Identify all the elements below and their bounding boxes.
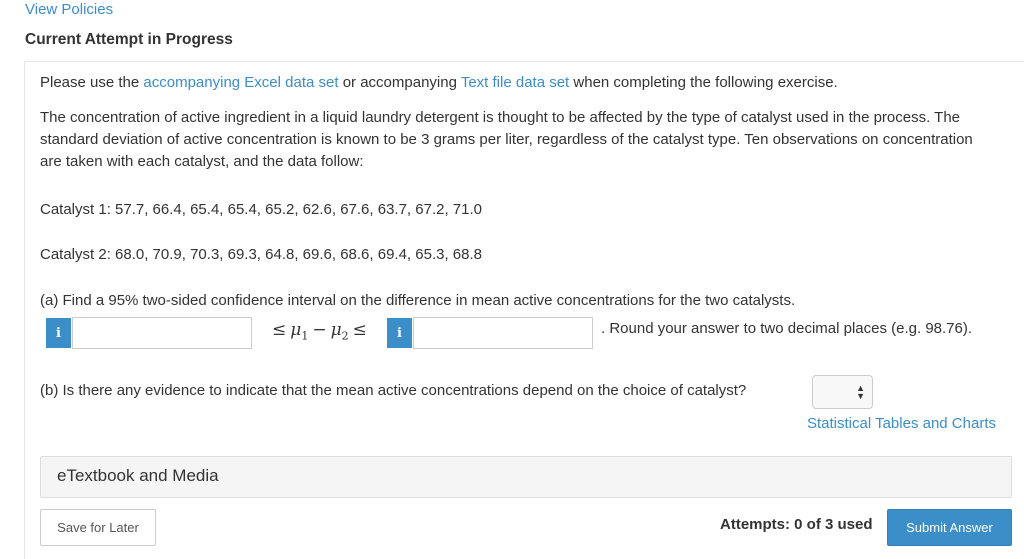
- save-for-later-button[interactable]: Save for Later: [40, 509, 156, 546]
- leq-symbol: ≤: [272, 320, 287, 340]
- round-note: . Round your answer to two decimal places (e.g. 98.76).: [601, 320, 973, 337]
- statistical-tables-link[interactable]: Statistical Tables and Charts: [807, 415, 996, 432]
- attempts-counter: Attempts: 0 of 3 used: [720, 516, 873, 533]
- sub-2: 2: [341, 329, 349, 343]
- text-file-link[interactable]: Text file data set: [460, 74, 570, 91]
- upper-bound-input[interactable]: [413, 317, 593, 349]
- attempt-heading: Current Attempt in Progress: [25, 31, 233, 48]
- minus-symbol: −: [312, 320, 327, 340]
- lower-bound-input[interactable]: [72, 317, 252, 349]
- part-a-question: (a) Find a 95% two-sided confidence interval on the difference in mean active concentrations for the two catalysts.: [40, 292, 796, 309]
- view-policies-link[interactable]: View Policies: [25, 1, 114, 18]
- catalyst-1-data: Catalyst 1: 57.7, 66.4, 65.4, 65.4, 65.2, 62.6, 67.6, 63.7, 67.2, 71.0: [40, 201, 482, 218]
- select-arrows-icon: ▲ ▼: [856, 383, 865, 401]
- sub-1: 1: [301, 329, 309, 343]
- etextbook-panel[interactable]: [40, 456, 1012, 498]
- mu-1: μ: [290, 320, 302, 340]
- excel-data-link[interactable]: accompanying Excel data set: [143, 74, 339, 91]
- intro-text: [40, 72, 838, 94]
- mu-2: μ: [330, 320, 342, 340]
- intro-suffix: when completing the following exercise.: [569, 74, 838, 91]
- leq-symbol-2: ≤: [352, 320, 367, 340]
- evidence-select[interactable]: [812, 375, 873, 409]
- upper-info-icon[interactable]: i: [387, 318, 412, 348]
- ci-expression: [268, 317, 371, 349]
- etextbook-label: eTextbook and Media: [57, 466, 219, 485]
- problem-statement: The concentration of active ingredient in a liquid laundry detergent is thought to be affected by the type of catalyst used in the process. The standard deviation of active concentration is known to be 3 grams per liter, regardless of the catalyst type. Ten observations on concentration are taken with each catalyst, and the data follow:: [40, 109, 973, 170]
- catalyst-2-data: Catalyst 2: 68.0, 70.9, 70.3, 69.3, 64.8, 69.6, 68.6, 69.4, 65.3, 68.8: [40, 246, 482, 263]
- submit-answer-button[interactable]: Submit Answer: [887, 509, 1012, 546]
- intro-or: or accompanying: [338, 74, 461, 91]
- part-b-question: (b) Is there any evidence to indicate that the mean active concentrations depend on the choice of catalyst?: [40, 382, 747, 399]
- intro-prefix: Please use the: [40, 74, 144, 91]
- lower-info-icon[interactable]: i: [46, 318, 71, 348]
